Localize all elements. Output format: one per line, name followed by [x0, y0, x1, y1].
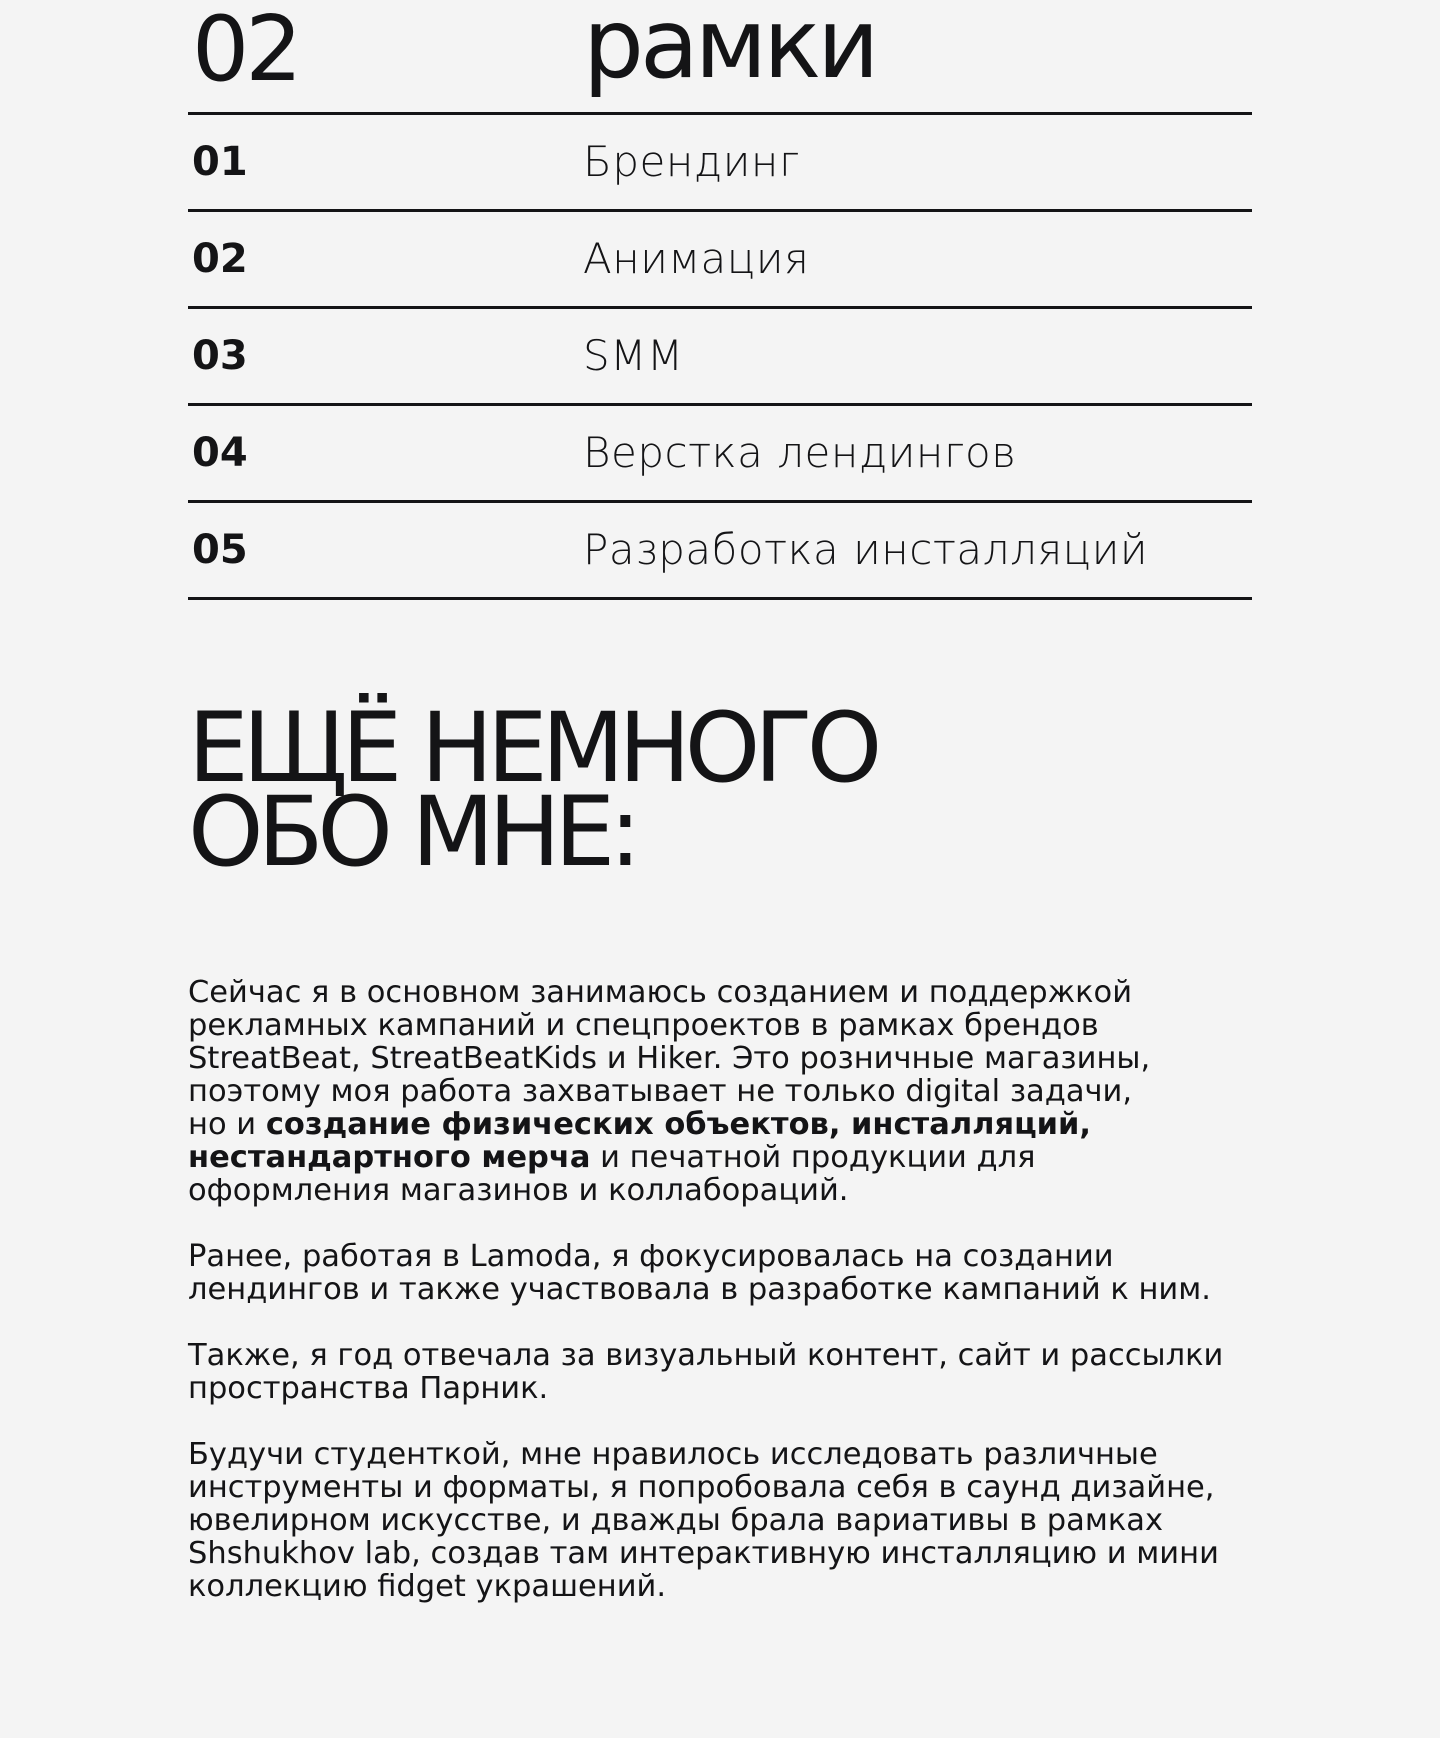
about-paragraph-1: [188, 976, 1252, 1207]
list-item-number: 02: [192, 236, 248, 282]
list-item-label: Анимация: [583, 234, 810, 283]
list-item: [188, 209, 1252, 306]
about-heading-line-2: ОБО МНЕ:: [188, 776, 636, 888]
list-item: [188, 403, 1252, 500]
about-paragraph-4: Будучи студенткой, мне нравилось исследовать различные инструменты и форматы, я попробовала себя в саунд дизайне, ювелирном искусстве, и дважды брала вариативы в рамках Shshukhov lab, создав там интерактивную инсталляцию и мини коллекцию fidget украшений.: [188, 1437, 1219, 1604]
section-number: 02: [192, 0, 299, 102]
about-heading-line-1: ЕЩЁ НЕМНОГО: [188, 692, 877, 804]
section-title: рамки: [583, 0, 876, 100]
list-item-label: Брендинг: [583, 137, 800, 186]
list-item: [188, 500, 1252, 600]
list-item-label: Верстка лендингов: [583, 428, 1017, 477]
section-header: [188, 0, 1252, 113]
services-list: [188, 112, 1252, 600]
list-item-label: SMM: [583, 331, 684, 380]
list-item-number: 05: [192, 527, 248, 573]
list-item-number: 01: [192, 139, 248, 185]
list-item: [188, 112, 1252, 209]
about-paragraph-1-highlight: создание физических объектов, инсталляций, нестандартного мерча: [188, 1107, 1092, 1175]
about-paragraph-2: Ранее, работая в Lamoda, я фокусировалась на создании лендингов и также участвовала в разработке кампаний к ним.: [188, 1239, 1211, 1307]
about-paragraph-3: Также, я год отвечала за визуальный контент, сайт и рассылки пространства Парник.: [188, 1338, 1224, 1406]
about-heading: [188, 692, 877, 888]
list-item-number: 04: [192, 430, 248, 476]
about-text: [188, 976, 1252, 1636]
content: [188, 0, 1252, 1604]
list-item-number: 03: [192, 333, 248, 379]
about-paragraph-1-start: Сейчас я в основном занимаюсь созданием и поддержкой рекламных кампаний и спецпроектов в рамках брендов StreatBeat, StreatBeatKids и Hiker. Это розничные магазины, поэтому моя работа захватывает не только digital задачи, но и: [188, 975, 1151, 1142]
list-item-label: Разработка инсталляций: [583, 525, 1149, 574]
list-item: [188, 306, 1252, 403]
about-paragraph-1-end: и печатной продукции для оформления магазинов и коллабораций.: [188, 1140, 1036, 1208]
